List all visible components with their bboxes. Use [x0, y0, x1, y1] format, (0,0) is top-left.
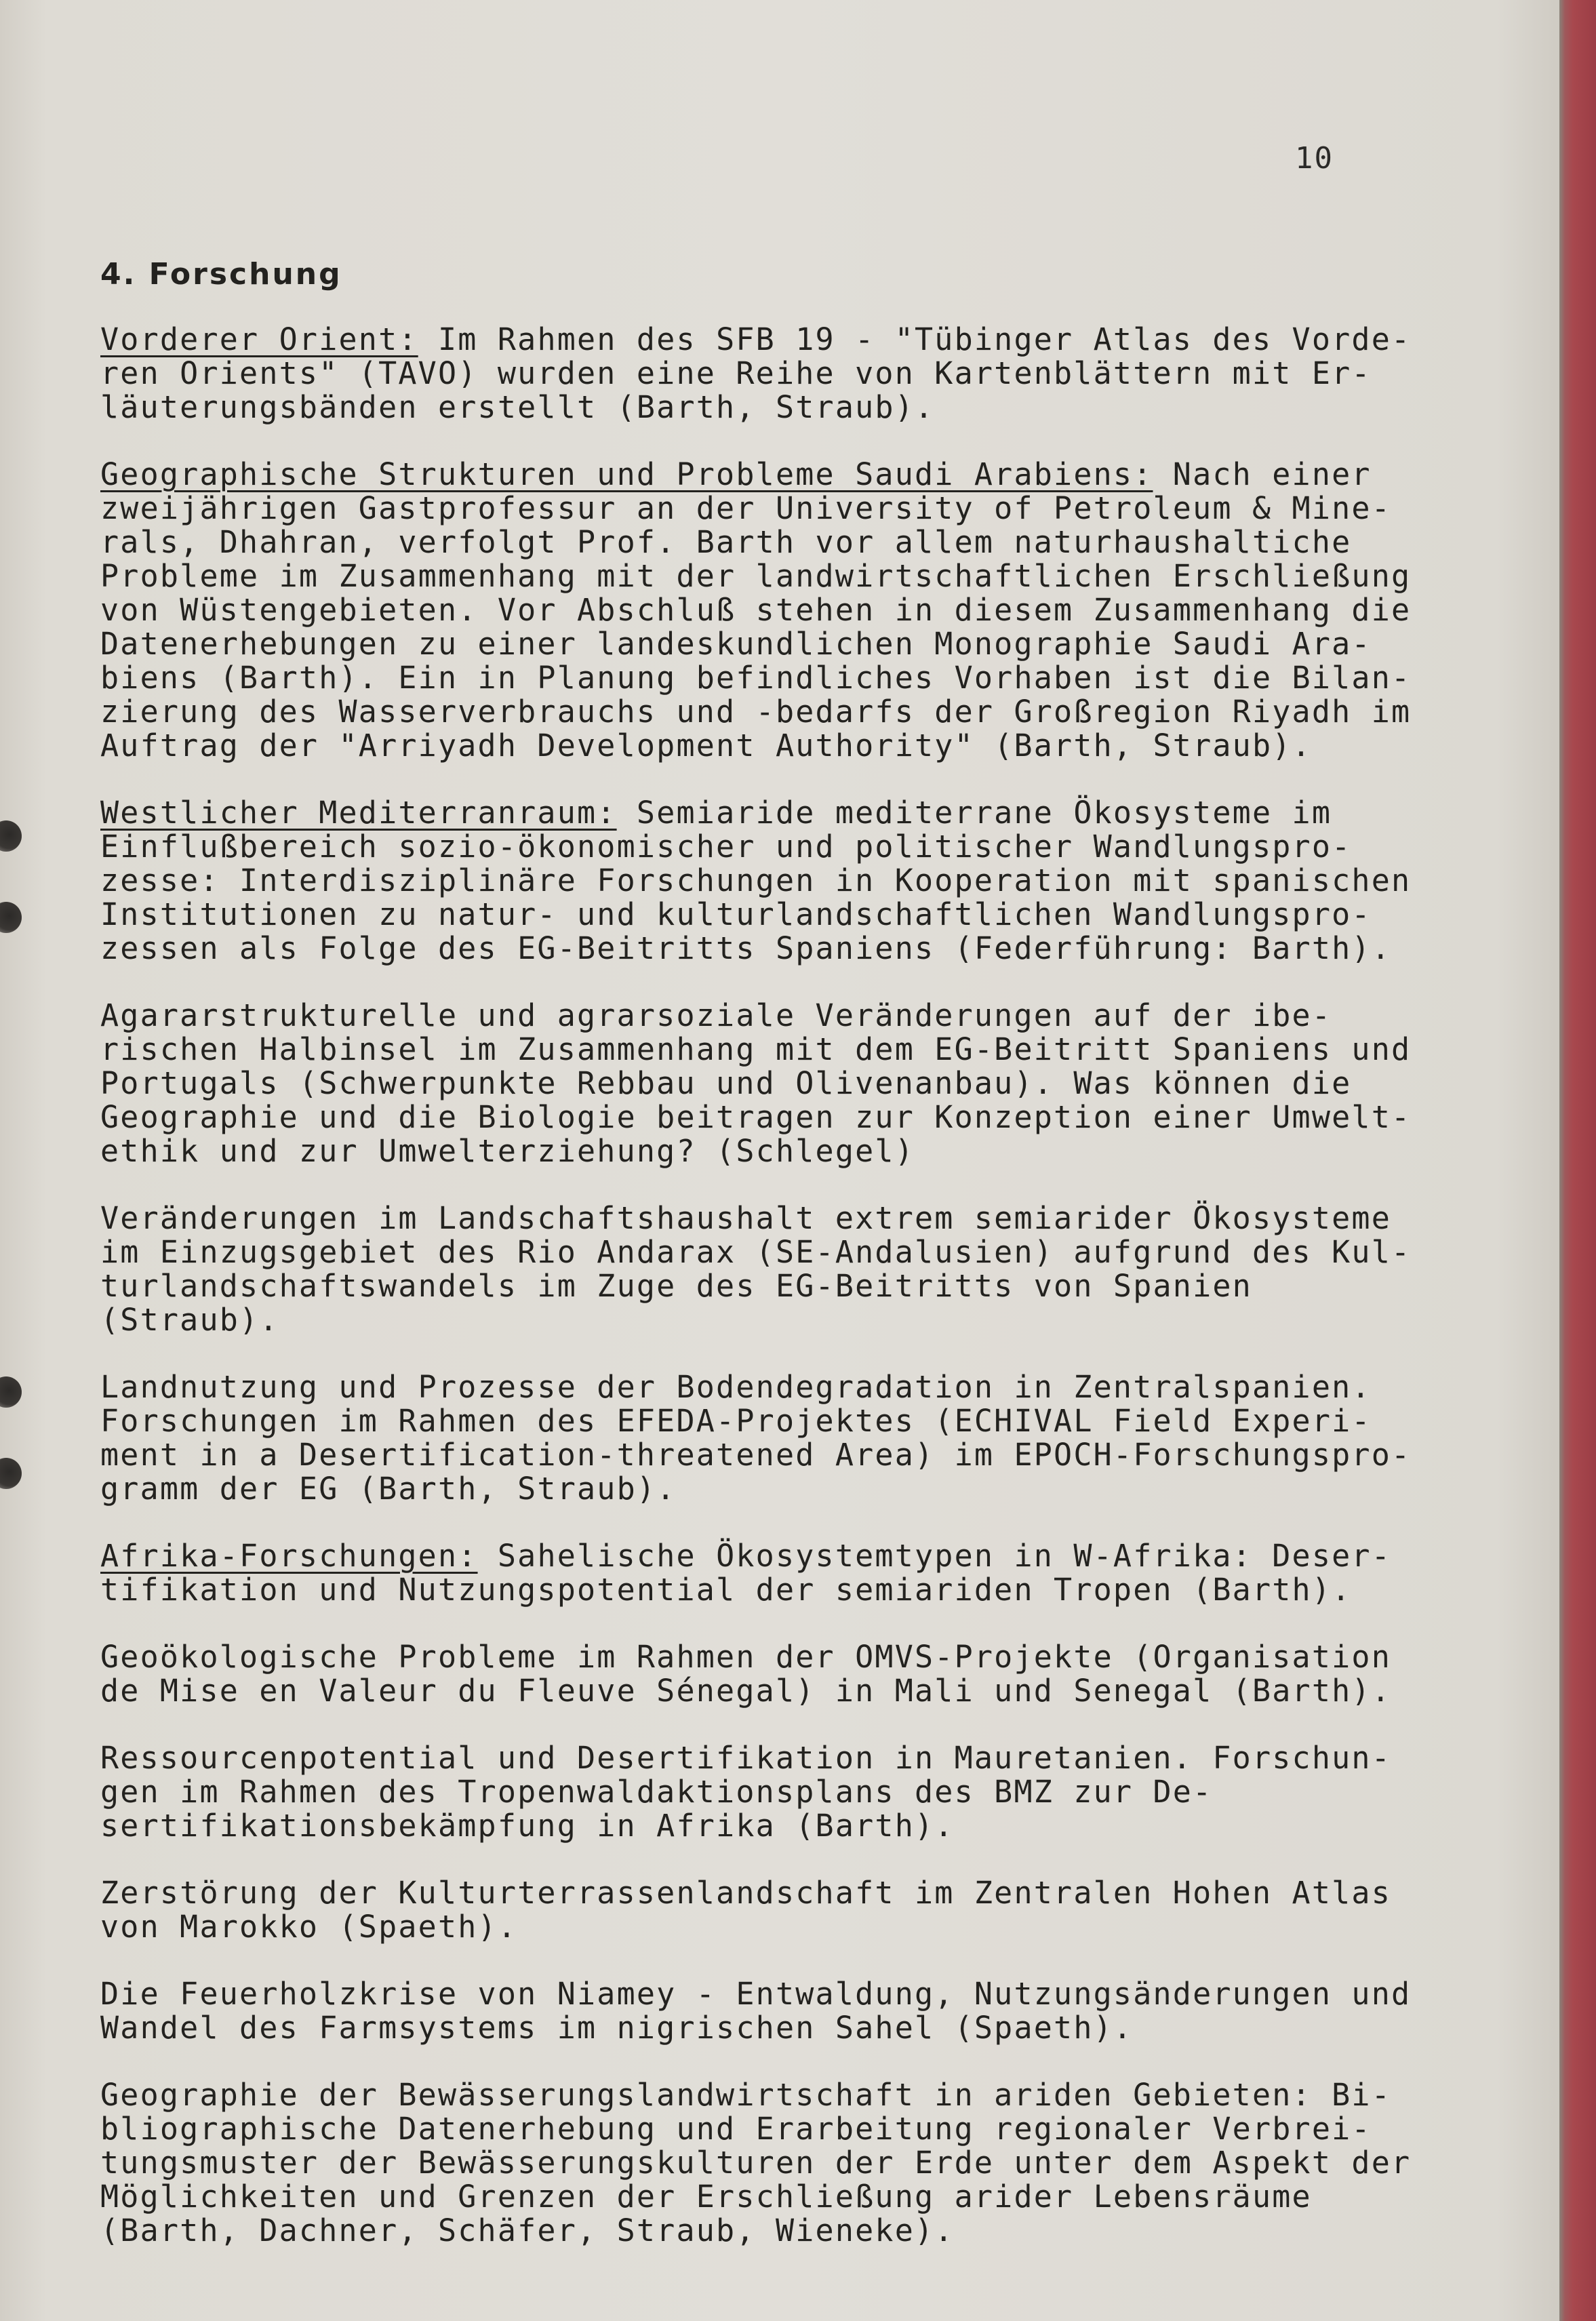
text-line [100, 1303, 1456, 1337]
paragraph [100, 1370, 1456, 1506]
line-text: Einflußbereich sozio-ökonomischer und politischer Wandlungspro- [100, 829, 1352, 865]
line-text: bliographische Datenerhebung und Erarbeitung regionaler Verbrei- [100, 2111, 1372, 2147]
line-text: Datenerhebungen zu einer landeskundlichen Monographie Saudi Ara- [100, 626, 1372, 662]
line-text: gramm der EG (Barth, Straub). [100, 1471, 677, 1507]
text-line [100, 864, 1456, 898]
line-text: (Barth, Dachner, Schäfer, Straub, Wieneke). [100, 2213, 955, 2248]
line-text: ment in a Desertification-threatened Area) im EPOCH-Forschungspro- [100, 1437, 1412, 1473]
line-text: Geographie der Bewässerungslandwirtschaft in ariden Gebieten: Bi- [100, 2077, 1391, 2113]
line-text: zesse: Interdisziplinäre Forschungen in Kooperation mit spanischen [100, 862, 1412, 898]
paragraph-label: Vorderer Orient: [100, 321, 418, 357]
text-line [100, 525, 1456, 559]
text-line [100, 1235, 1456, 1269]
text-line [100, 2146, 1456, 2180]
line-text: Im Rahmen des SFB 19 - "Tübinger Atlas des Vorde- [418, 321, 1412, 357]
text-line [100, 1134, 1456, 1168]
line-text: Semiaride mediterrane Ökosysteme im [616, 795, 1332, 831]
line-text: von Wüstengebieten. Vor Abschluß stehen in diesem Zusammenhang die [100, 592, 1412, 628]
text-line [100, 1674, 1456, 1708]
text-line [100, 1573, 1456, 1607]
paragraph [100, 1977, 1456, 2045]
text-line [100, 661, 1456, 695]
paragraph [100, 2078, 1456, 2248]
text-line [100, 796, 1456, 830]
paragraph-label: Geographische Strukturen und Probleme Saudi Arabiens: [100, 456, 1153, 492]
text-line [100, 2180, 1456, 2214]
line-text: von Marokko (Spaeth). [100, 1909, 518, 1945]
line-text: de Mise en Valeur du Fleuve Sénegal) in Mali und Senegal (Barth). [100, 1673, 1391, 1709]
text-line [100, 1977, 1456, 2011]
line-text: im Einzugsgebiet des Rio Andarax (SE-Andalusien) aufgrund des Kul- [100, 1234, 1412, 1270]
text-line [100, 1539, 1456, 1573]
text-line [100, 695, 1456, 729]
paragraph-label: Afrika-Forschungen: [100, 1538, 478, 1574]
text-line [100, 593, 1456, 627]
line-text: (Straub). [100, 1302, 279, 1338]
line-text: Möglichkeiten und Grenzen der Erschließung arider Lebensräume [100, 2179, 1312, 2215]
line-text: Probleme im Zusammenhang mit der landwirtschaftlichen Erschließung [100, 558, 1412, 594]
text-line [100, 1067, 1456, 1100]
text-line [100, 1202, 1456, 1235]
line-text: tifikation und Nutzungspotential der semiariden Tropen (Barth). [100, 1572, 1352, 1608]
line-text: Geoökologische Probleme im Rahmen der OMVS-Projekte (Organisation [100, 1639, 1391, 1675]
binder-spine [1559, 0, 1596, 2321]
text-line [100, 357, 1456, 391]
punch-hole-3 [0, 1376, 22, 1408]
section-heading: 4. Forschung [100, 257, 342, 292]
line-text: Nach einer [1153, 456, 1372, 492]
document-body [100, 258, 1456, 2281]
text-line [100, 1100, 1456, 1134]
line-text: rischen Halbinsel im Zusammenhang mit dem EG-Beitritt Spaniens und [100, 1031, 1412, 1067]
text-line [100, 932, 1456, 966]
text-line [100, 458, 1456, 492]
text-line [100, 1472, 1456, 1506]
text-line [100, 1269, 1456, 1303]
line-text: Sahelische Ökosystemtypen in W-Afrika: Deser- [477, 1538, 1392, 1574]
text-line [100, 2011, 1456, 2045]
text-line [100, 627, 1456, 661]
paragraph [100, 999, 1456, 1168]
paragraph [100, 458, 1456, 763]
text-line [100, 729, 1456, 763]
line-text: Landnutzung und Prozesse der Bodendegradation in Zentralspanien. [100, 1369, 1372, 1405]
text-line [100, 1910, 1456, 1944]
line-text: zessen als Folge des EG-Beitritts Spaniens (Federführung: Barth). [100, 930, 1391, 966]
paragraph [100, 1741, 1456, 1843]
text-line [100, 2214, 1456, 2248]
text-line [100, 898, 1456, 932]
page-number: 10 [1295, 141, 1334, 176]
text-line [100, 559, 1456, 593]
text-line [100, 1876, 1456, 1910]
text-line [100, 1404, 1456, 1438]
text-line [100, 1438, 1456, 1472]
text-line [100, 323, 1456, 357]
paragraph [100, 323, 1456, 424]
text-line [100, 1809, 1456, 1843]
line-text: gen im Rahmen des Tropenwaldaktionsplans des BMZ zur De- [100, 1774, 1213, 1810]
text-line [100, 2078, 1456, 2112]
line-text: Zerstörung der Kulturterrassenlandschaft im Zentralen Hohen Atlas [100, 1875, 1391, 1911]
line-text: Institutionen zu natur- und kulturlandschaftlichen Wandlungspro- [100, 896, 1372, 932]
line-text: zierung des Wasserverbrauchs und -bedarfs der Großregion Riyadh im [100, 694, 1412, 730]
paragraph [100, 1202, 1456, 1337]
line-text: biens (Barth). Ein in Planung befindliches Vorhaben ist die Bilan- [100, 660, 1412, 696]
paragraph [100, 1640, 1456, 1708]
text-line [100, 1033, 1456, 1067]
punch-hole-1 [0, 820, 22, 852]
line-text: Wandel des Farmsystems im nigrischen Sahel (Spaeth). [100, 2010, 1134, 2046]
paragraph [100, 796, 1456, 966]
line-text: ren Orients" (TAVO) wurden eine Reihe von Kartenblättern mit Er- [100, 355, 1372, 391]
paragraph [100, 1876, 1456, 1944]
line-text: Auftrag der "Arriyadh Development Authority" (Barth, Straub). [100, 728, 1312, 763]
paragraph-label: Westlicher Mediterranraum: [100, 795, 617, 831]
line-text: Geographie und die Biologie beitragen zur Konzeption einer Umwelt- [100, 1099, 1412, 1135]
paragraph [100, 1539, 1456, 1607]
text-line [100, 1370, 1456, 1404]
text-line [100, 492, 1456, 525]
punch-hole-2 [0, 902, 22, 933]
text-line [100, 1640, 1456, 1674]
line-text: turlandschaftswandels im Zuge des EG-Beitritts von Spanien [100, 1268, 1252, 1304]
punch-hole-4 [0, 1458, 22, 1489]
text-line [100, 1775, 1456, 1809]
text-line [100, 1741, 1456, 1775]
text-line [100, 830, 1456, 864]
line-text: zweijährigen Gastprofessur an der University of Petroleum & Mine- [100, 490, 1391, 526]
line-text: rals, Dhahran, verfolgt Prof. Barth vor allem naturhaushaltiche [100, 524, 1352, 560]
line-text: Ressourcenpotential und Desertifikation in Mauretanien. Forschun- [100, 1740, 1391, 1776]
line-text: ethik und zur Umwelterziehung? (Schlegel) [100, 1133, 915, 1169]
text-line [100, 391, 1456, 424]
line-text: sertifikationsbekämpfung in Afrika (Barth). [100, 1808, 955, 1844]
line-text: Agararstrukturelle und agrarsoziale Veränderungen auf der ibe- [100, 997, 1332, 1033]
line-text: Veränderungen im Landschaftshaushalt extrem semiarider Ökosysteme [100, 1200, 1391, 1236]
line-text: läuterungsbänden erstellt (Barth, Straub). [100, 389, 935, 425]
line-text: Forschungen im Rahmen des EFEDA-Projektes (ECHIVAL Field Experi- [100, 1403, 1372, 1439]
line-text: tungsmuster der Bewässerungskulturen der Erde unter dem Aspekt der [100, 2145, 1412, 2181]
text-line [100, 2112, 1456, 2146]
line-text: Die Feuerholzkrise von Niamey - Entwaldung, Nutzungsänderungen und [100, 1976, 1412, 2012]
text-line [100, 999, 1456, 1033]
line-text: Portugals (Schwerpunkte Rebbau und Olivenanbau). Was können die [100, 1065, 1352, 1101]
